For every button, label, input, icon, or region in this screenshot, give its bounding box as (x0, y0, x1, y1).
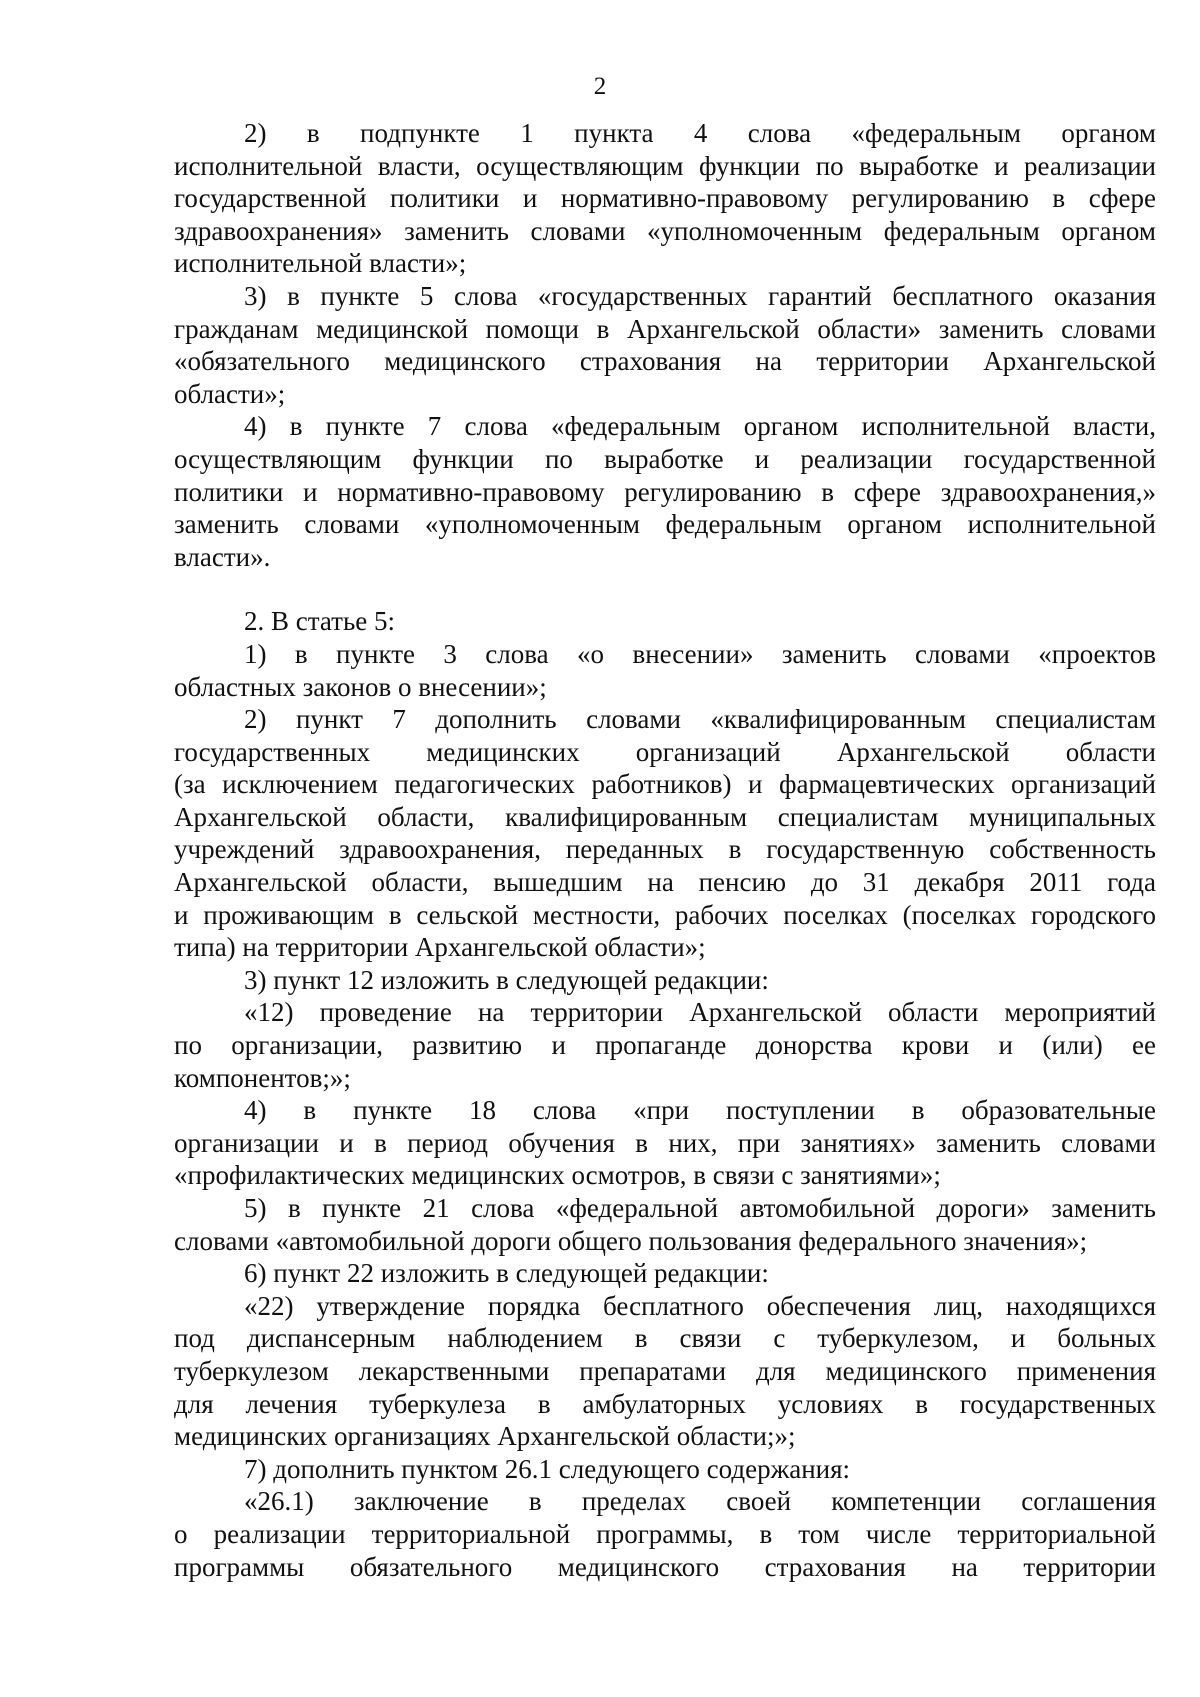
text-line: исполнительной власти, осуществляющим функции по выработке и реализации (174, 150, 1156, 181)
text-line: государственных медицинских организаций Архангельской области (174, 736, 1156, 767)
text-line: под диспансерным наблюдением в связи с туберкулезом, и больных (174, 1323, 1156, 1354)
text-line: политики и нормативно-правовому регулированию в сфере здравоохранения,» (174, 476, 1156, 507)
text-line: 5) в пункте 21 слова «федеральной автомобильной дороги» заменить (244, 1193, 1156, 1223)
text-line: Архангельской области, вышедшим на пенсию до 31 декабря 2011 года (174, 867, 1156, 898)
paragraph-amendment-3 (174, 280, 1156, 410)
text-line: 6) пункт 22 изложить в следующей редакции: (244, 1258, 769, 1289)
text-line: 2. В статье 5: (244, 606, 396, 637)
paragraph-article5-item-2 (174, 703, 1156, 964)
paragraph-article5-item-3 (174, 964, 1156, 997)
text-line: Архангельской области, квалифицированным специалистам муниципальных (174, 801, 1156, 832)
text-line: области»; (174, 378, 286, 409)
text-line: компонентов;»; (174, 1062, 351, 1093)
text-line: 1) в пункте 3 слова «о внесении» заменить словами «проектов (244, 638, 1156, 669)
text-line: 2) в подпункте 1 пункта 4 слова «федеральным органом (244, 118, 1156, 148)
paragraph-amendment-2 (174, 117, 1156, 280)
text-line: 3) в пункте 5 слова «государственных гарантий бесплатного оказания (244, 280, 1156, 311)
text-line: (за исключением педагогических работников) и фармацевтических организаций (174, 769, 1156, 800)
paragraph-article5-item-1 (174, 638, 1156, 703)
text-line: по организации, развитию и пропаганде донорства крови и (или) ее (174, 1030, 1156, 1061)
paragraph-article5-item-4 (174, 1094, 1156, 1192)
page-number: 2 (593, 73, 607, 100)
section-heading-article-5 (174, 605, 1156, 638)
text-line: областных законов о внесении»; (174, 671, 547, 702)
paragraph-quoted-item-26-1 (174, 1485, 1156, 1583)
paragraph-amendment-4 (174, 410, 1156, 573)
text-line: государственной политики и нормативно-правовому регулированию в сфере (174, 183, 1156, 214)
text-line: здравоохранения» заменить словами «уполномоченным федеральным органом (174, 215, 1156, 246)
text-line: медицинских организациях Архангельской области;»; (174, 1421, 796, 1452)
text-line: туберкулезом лекарственными препаратами для медицинского применения (174, 1355, 1156, 1386)
paragraph-quoted-item-22 (174, 1290, 1156, 1453)
text-line: 4) в пункте 18 слова «при поступлении в образовательные (244, 1095, 1156, 1126)
text-line: словами «автомобильной дороги общего пользования федерального значения»; (174, 1225, 1088, 1256)
text-line: 2) пункт 7 дополнить словами «квалифицированным специалистам (244, 704, 1156, 735)
text-line: 3) пункт 12 изложить в следующей редакции: (244, 964, 769, 995)
text-line: власти». (174, 541, 271, 572)
text-line: типа) на территории Архангельской области»; (174, 932, 706, 963)
paragraph-article5-item-5 (174, 1192, 1156, 1257)
text-line: «12) проведение на территории Архангельской области мероприятий (244, 997, 1156, 1028)
text-line: и проживающим в сельской местности, рабочих поселках (поселках городского (174, 899, 1156, 930)
text-line: «22) утверждение порядка бесплатного обеспечения лиц, находящихся (244, 1290, 1156, 1321)
paragraph-spacer (174, 573, 1156, 605)
text-line: 4) в пункте 7 слова «федеральным органом исполнительной власти, (244, 411, 1156, 442)
document-body (174, 117, 1156, 1583)
text-line: исполнительной власти»; (174, 248, 467, 279)
text-line: «обязательного медицинского страхования на территории Архангельской (174, 346, 1156, 377)
text-line: 7) дополнить пунктом 26.1 следующего содержания: (244, 1453, 851, 1484)
paragraph-quoted-item-12 (174, 996, 1156, 1094)
text-line: заменить словами «уполномоченным федеральным органом исполнительной (174, 509, 1156, 540)
text-line: «26.1) заключение в пределах своей компетенции соглашения (244, 1486, 1156, 1517)
text-line: «профилактических медицинских осмотров, в связи с занятиями»; (174, 1160, 941, 1191)
paragraph-article5-item-6 (174, 1257, 1156, 1290)
text-line: учреждений здравоохранения, переданных в государственную собственность (174, 834, 1156, 865)
text-line: о реализации территориальной программы, в том числе территориальной (174, 1518, 1156, 1549)
paragraph-article5-item-7 (174, 1453, 1156, 1486)
text-line: для лечения туберкулеза в амбулаторных условиях в государственных (174, 1388, 1156, 1419)
text-line: гражданам медицинской помощи в Архангельской области» заменить словами (174, 313, 1156, 344)
text-line: программы обязательного медицинского страхования на территории (174, 1551, 1156, 1582)
text-line: осуществляющим функции по выработке и реализации государственной (174, 443, 1156, 474)
text-line: организации и в период обучения в них, при занятиях» заменить словами (174, 1127, 1156, 1158)
